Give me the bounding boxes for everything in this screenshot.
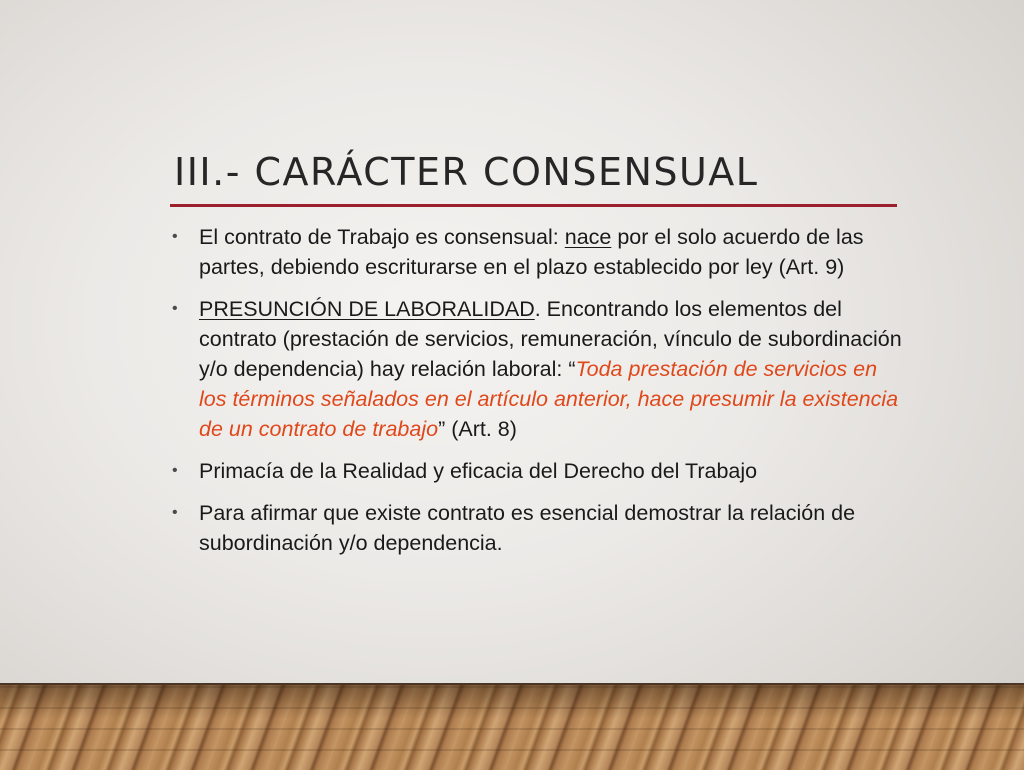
bullet-text: ” (Art. 8): [438, 417, 517, 441]
bullet-text: Para afirmar que existe contrato es esencial demostrar la relación de subordinación y/o dependencia.: [199, 501, 856, 555]
bullet-icon: •: [172, 300, 178, 317]
legal-quote: Toda prestación de servicios en los términos señalados en el artículo anterior, hace presumir la existencia de un contrato de trabajo: [199, 357, 899, 441]
underlined-term: nace: [564, 225, 612, 249]
bullet-list: [170, 222, 905, 570]
wood-floor-decoration: [0, 683, 1024, 770]
bullet-icon: •: [172, 504, 178, 521]
bullet-icon: •: [172, 462, 178, 479]
bullet-item: [170, 498, 905, 558]
bullet-text: El contrato de Trabajo es consensual:: [199, 225, 565, 249]
title-underline-rule: [170, 204, 897, 207]
bullet-text: Primacía de la Realidad y eficacia del Derecho del Trabajo: [199, 459, 758, 483]
bullet-icon: •: [172, 228, 178, 245]
underlined-term: PRESUNCIÓN DE LABORALIDAD: [199, 297, 535, 321]
bullet-item: [170, 456, 905, 486]
bullet-text: . Encontrando los elementos del contrato (prestación de servicios, remuneración, vínculo de subordinación y/o dependencia) hay relación laboral: “: [199, 297, 902, 381]
bullet-text: por el solo acuerdo de las partes, debiendo escriturarse en el plazo establecido por ley (Art. 9): [199, 225, 864, 279]
slide-title: III.- CARÁCTER CONSENSUAL: [174, 150, 759, 194]
bullet-item: [170, 294, 905, 444]
bullet-item: [170, 222, 905, 282]
